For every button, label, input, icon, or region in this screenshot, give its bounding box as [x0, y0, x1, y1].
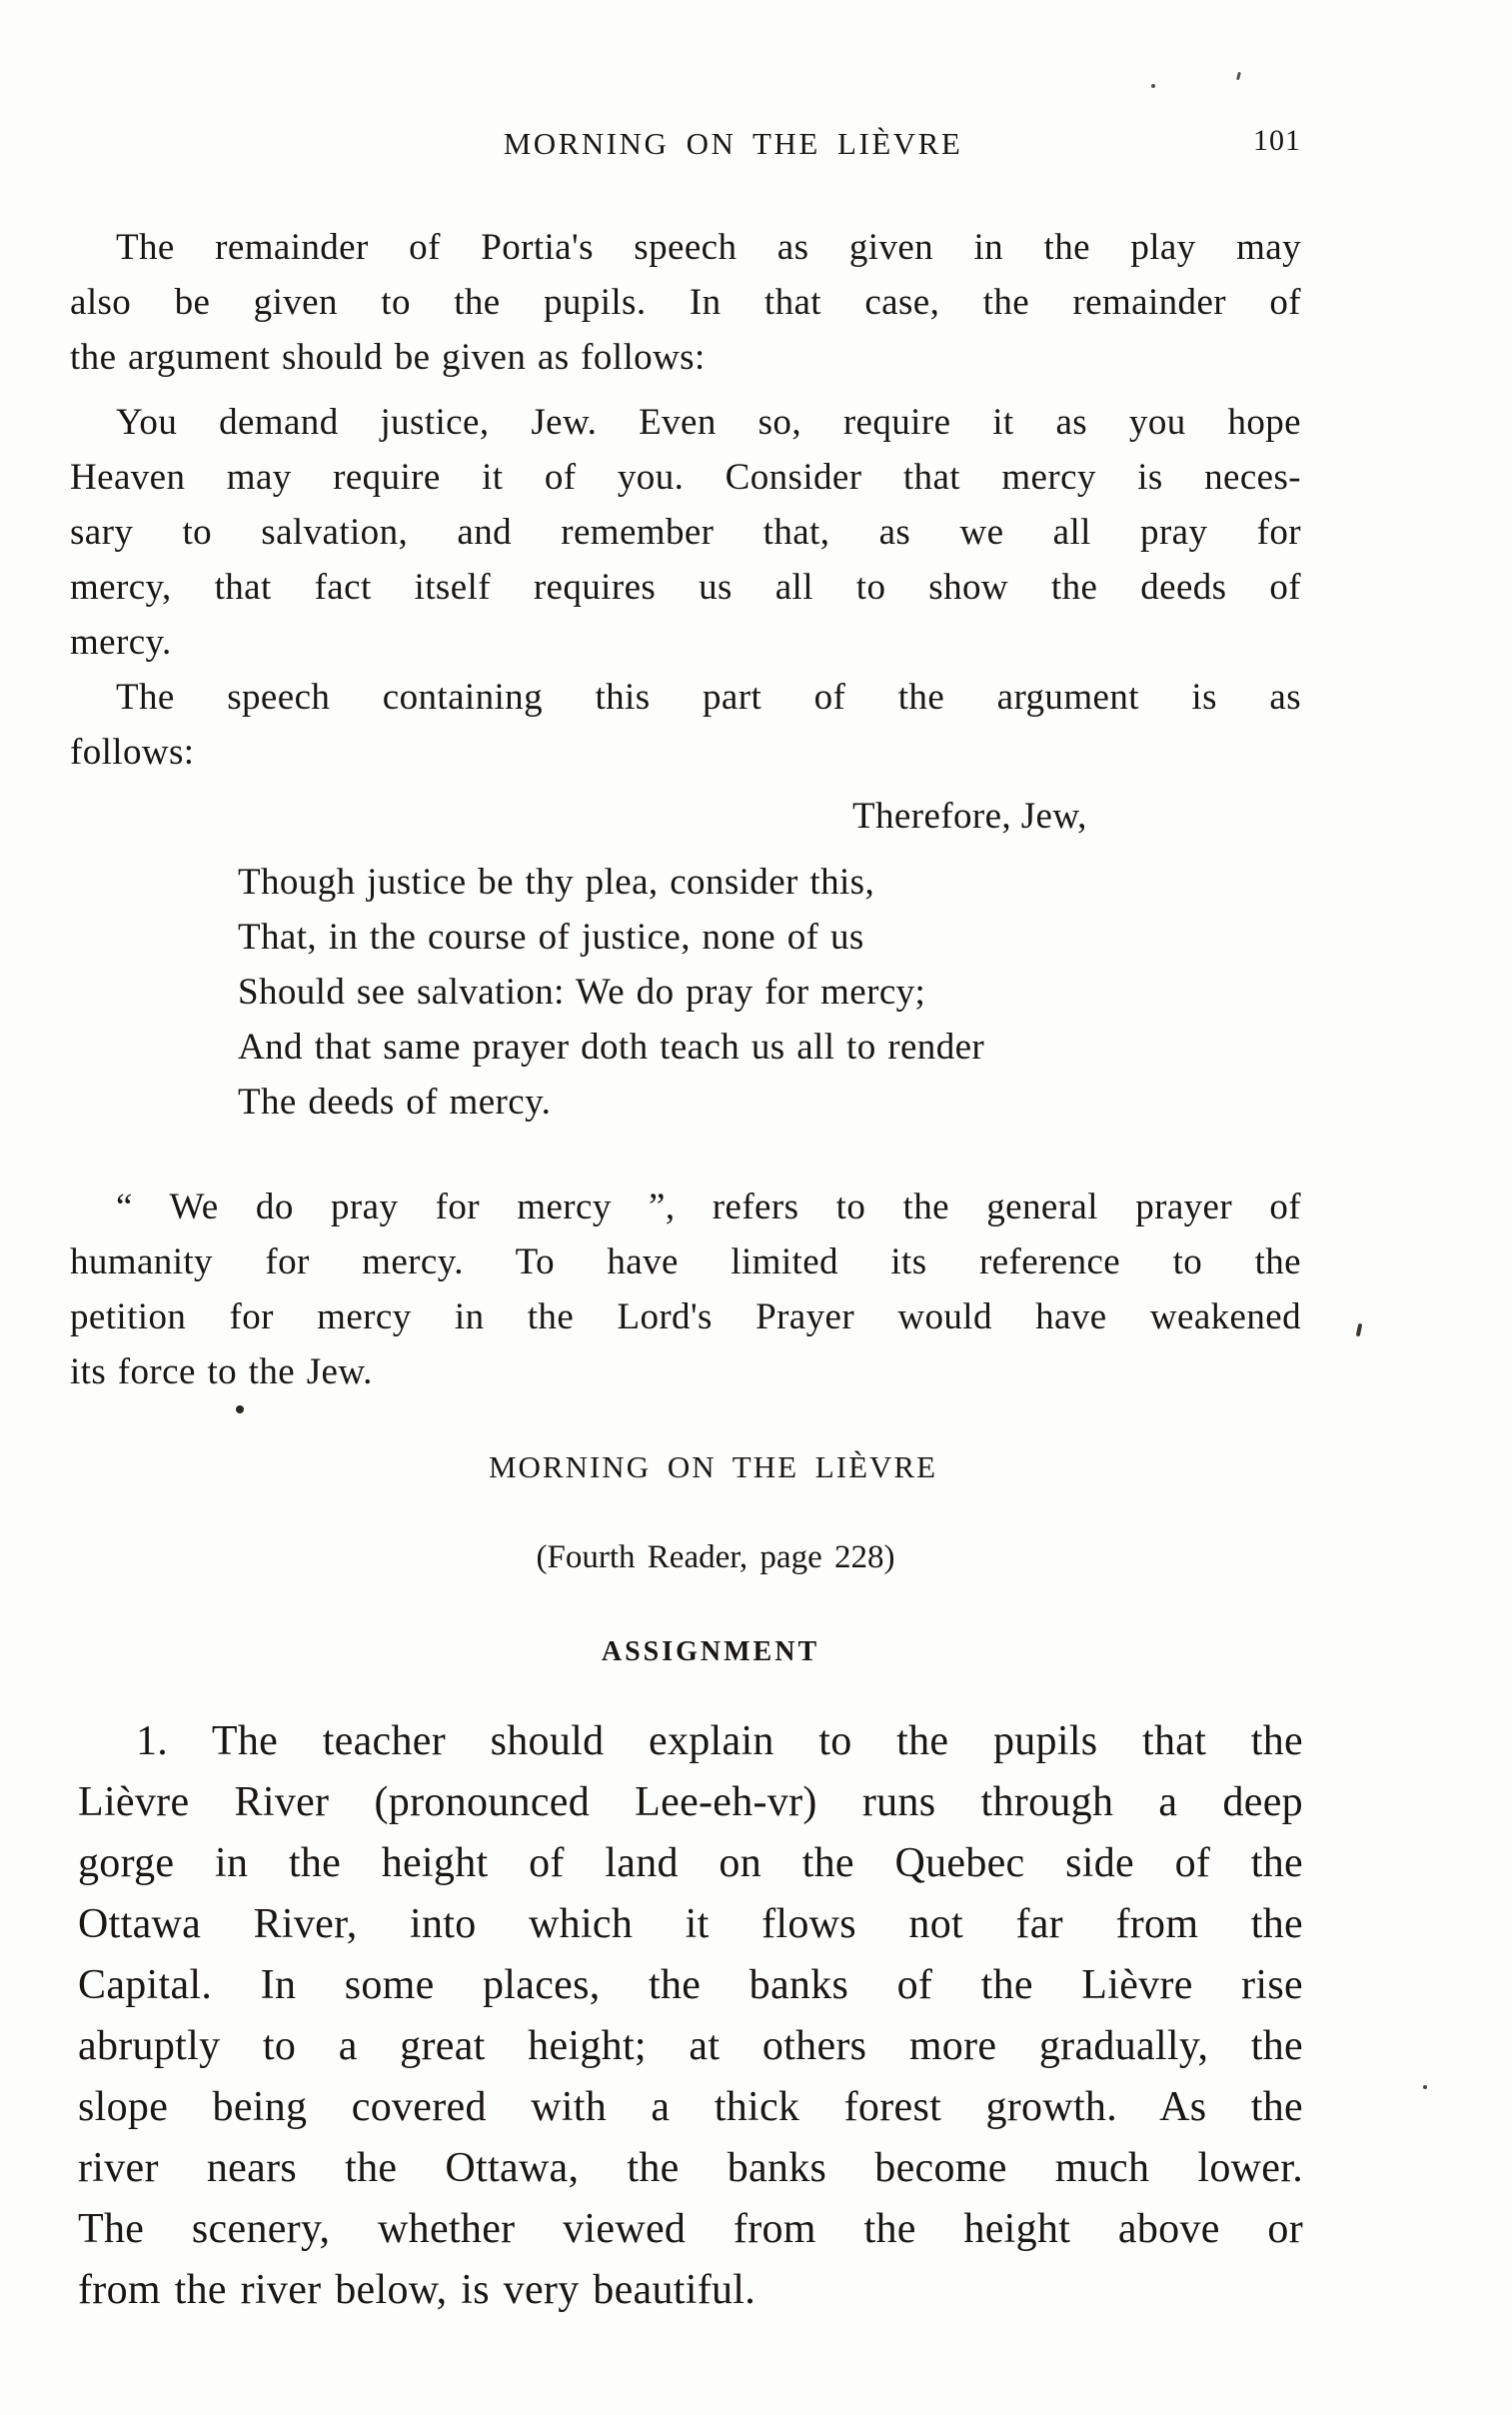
text-line: That, in the course of justice, none of us: [238, 917, 864, 958]
text-line: river nears the Ottawa, the banks become much lower.: [78, 2145, 1303, 2191]
text-line: Should see salvation: We do pray for mercy;: [238, 972, 926, 1013]
verse-quotation: [238, 855, 984, 1130]
text-line: humanity for mercy. To have limited its reference to the: [70, 1241, 1301, 1282]
text-line: Ottawa River, into which it flows not far from the: [78, 1901, 1303, 1947]
text-line: mercy, that fact itself requires us all to show the deeds of: [70, 567, 1301, 608]
text-line: Capital. In some places, the banks of the Lièvre rise: [78, 1962, 1303, 2008]
running-header-title: MORNING ON THE LIÈVRE: [503, 126, 963, 161]
scan-artifact-mark: [1356, 1323, 1363, 1337]
text-line: mercy.: [70, 622, 172, 663]
text-line: slope being covered with a thick forest growth. As the: [78, 2084, 1303, 2130]
text-line: abruptly to a great height; at others more gradually, the: [78, 2023, 1303, 2069]
text-line: its force to the Jew.: [70, 1351, 373, 1392]
section-title: MORNING ON THE LIÈVRE: [488, 1449, 938, 1484]
paragraph-speech-intro: [70, 670, 1301, 780]
scan-artifact-mark: [1236, 72, 1241, 80]
assignment-paragraph: [78, 1711, 1303, 2321]
text-line: sary to salvation, and remember that, as we all pray for: [70, 512, 1301, 553]
page-number: 101: [1253, 124, 1301, 157]
paragraph-argument-prose: [70, 395, 1301, 670]
text-line: 1. The teacher should explain to the pupils that the: [136, 1718, 1303, 1764]
text-line: The remainder of Portia's speech as given in the play may: [116, 227, 1301, 268]
scan-artifact-dot: [1151, 84, 1155, 88]
section-subtitle: (Fourth Reader, page 228): [536, 1539, 895, 1575]
scan-artifact-dot: [1423, 2085, 1427, 2089]
text-line: also be given to the pupils. In that case, the remainder of: [70, 282, 1301, 323]
text-line: from the river below, is very beautiful.: [78, 2267, 756, 2313]
text-line: You demand justice, Jew. Even so, require it as you hope: [116, 402, 1301, 443]
text-line: gorge in the height of land on the Quebec side of the: [78, 1840, 1303, 1886]
text-line: Lièvre River (pronounced Lee-eh-vr) runs through a deep: [78, 1779, 1303, 1825]
text-line: The scenery, whether viewed from the height above or: [78, 2206, 1303, 2252]
text-line: petition for mercy in the Lord's Prayer would have weakened: [70, 1296, 1301, 1337]
paragraph-portia-speech: [70, 220, 1301, 385]
text-line: The speech containing this part of the argument is as: [116, 677, 1301, 718]
text-line: follows:: [70, 732, 195, 773]
verse-opening-line: Therefore, Jew,: [852, 796, 1087, 837]
text-line: “ We do pray for mercy ”, refers to the general prayer of: [116, 1187, 1301, 1227]
text-line: And that same prayer doth teach us all to render: [238, 1027, 985, 1068]
scan-artifact-dot: [236, 1405, 244, 1413]
text-line: Heaven may require it of you. Consider that mercy is neces-: [70, 457, 1301, 498]
text-line: Though justice be thy plea, consider this,: [238, 862, 875, 903]
text-line: the argument should be given as follows:: [70, 337, 706, 378]
assignment-heading: ASSIGNMENT: [601, 1636, 820, 1667]
paragraph-commentary: [70, 1180, 1301, 1399]
text-line: The deeds of mercy.: [238, 1082, 552, 1123]
